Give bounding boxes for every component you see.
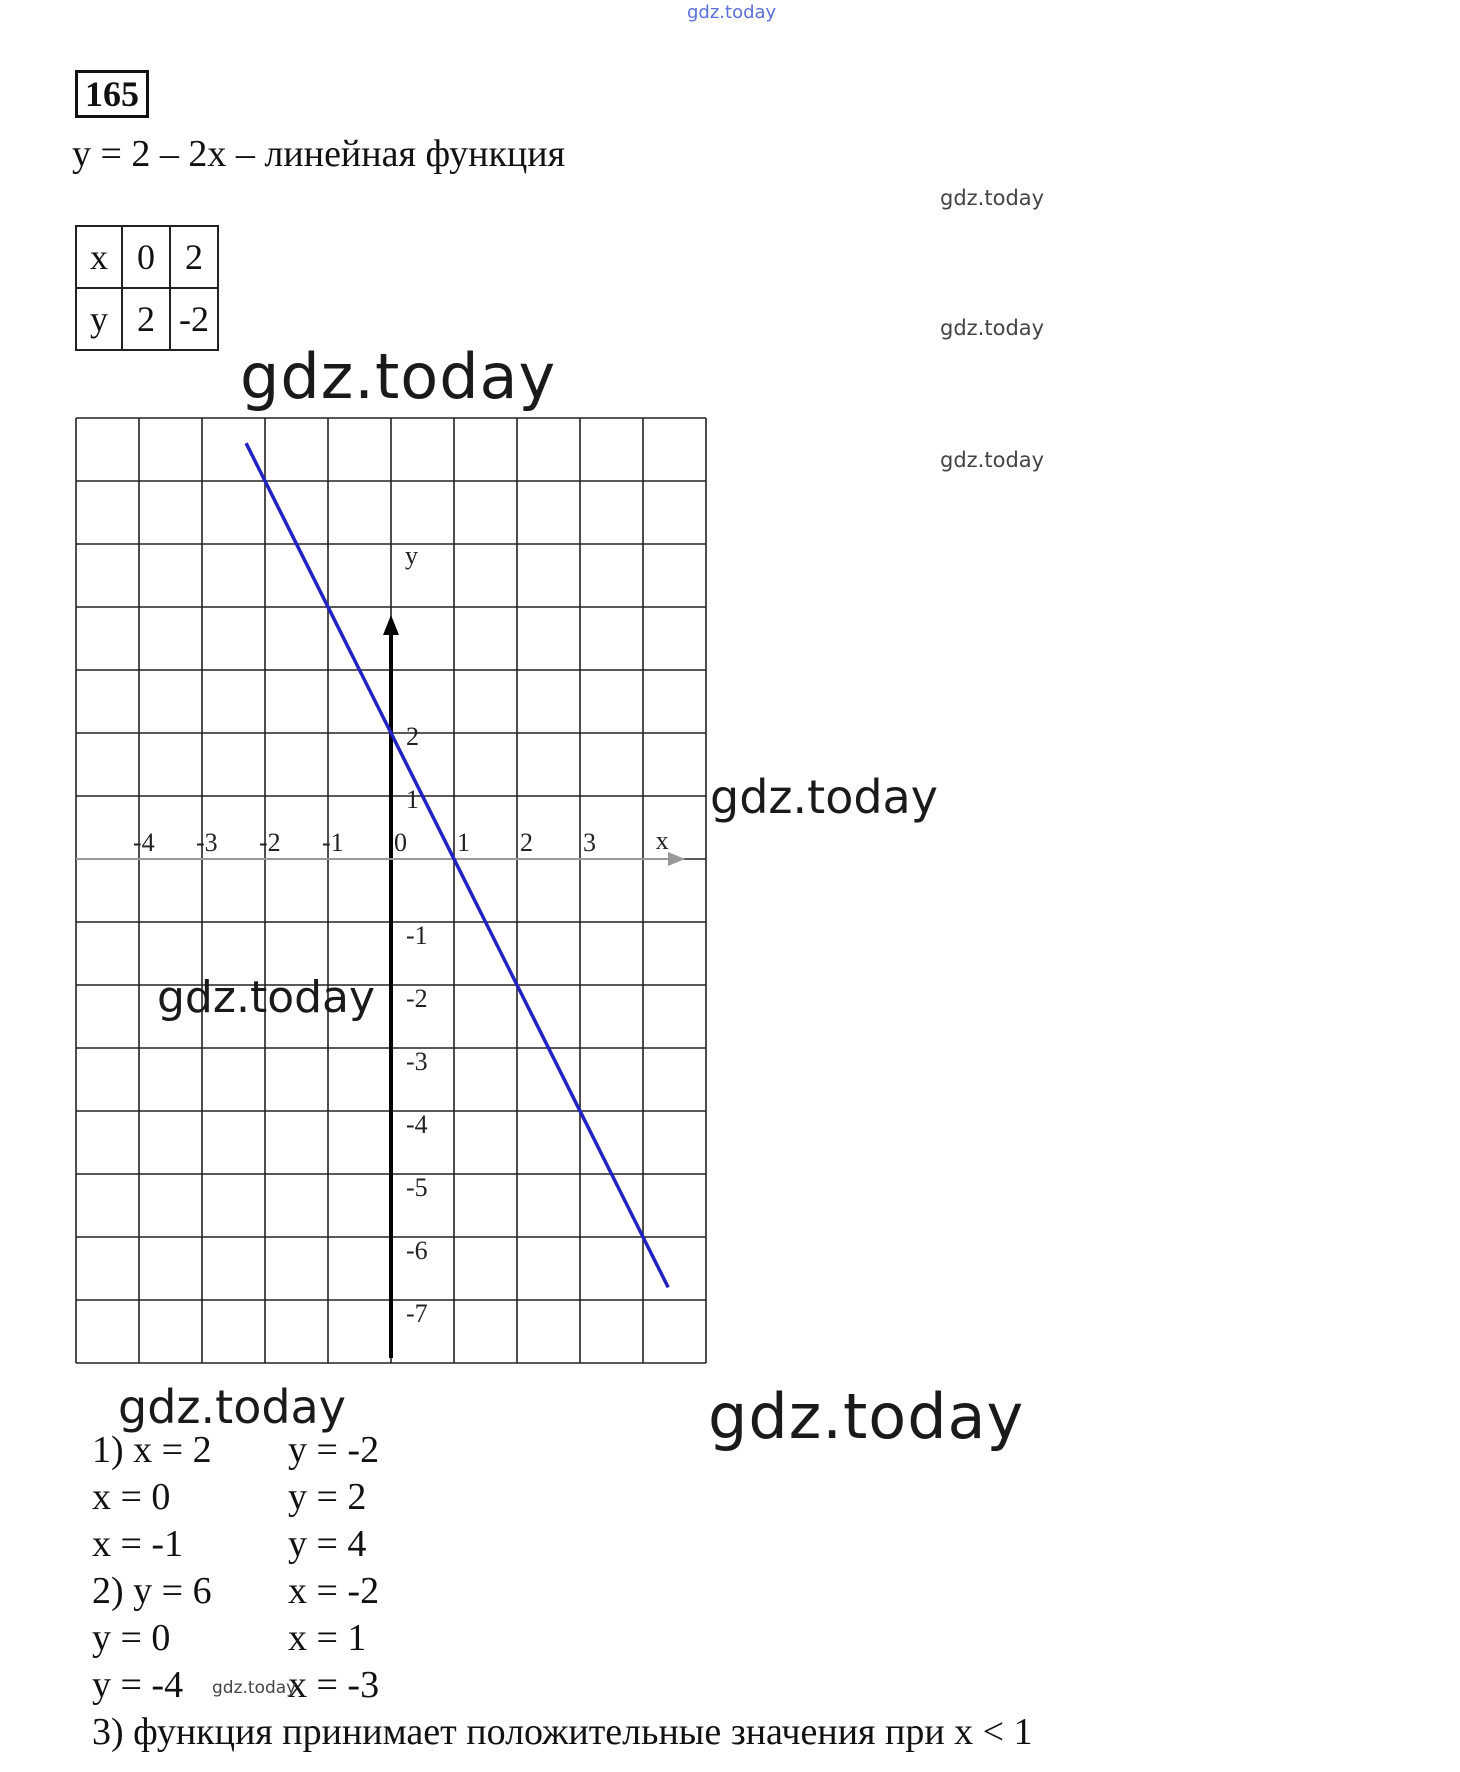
y-tick-label: -6 xyxy=(406,1236,428,1265)
x-tick-label: 3 xyxy=(583,828,596,857)
watermark-small: gdz.today xyxy=(940,448,1045,472)
table-cell: 0 xyxy=(122,226,170,288)
answer-conclusion: 3) функция принимает положительные значения при x < 1 xyxy=(92,1711,1033,1753)
answer-left: y = 0 xyxy=(92,1617,171,1659)
watermark-small: gdz.today xyxy=(940,316,1045,340)
x-tick-label: 0 xyxy=(394,828,407,857)
table-cell: x xyxy=(76,226,122,288)
answer-left: 1) x = 2 xyxy=(92,1429,212,1471)
y-tick-label: 2 xyxy=(406,722,419,751)
y-tick-label: -1 xyxy=(406,921,428,950)
task-heading: y = 2 – 2x – линейная функция xyxy=(72,133,566,175)
task-number: 165 xyxy=(75,70,149,118)
x-tick-label: 2 xyxy=(520,828,533,857)
watermark-large: gdz.today xyxy=(240,340,557,413)
y-tick-label: -2 xyxy=(406,984,428,1013)
answer-left: x = 0 xyxy=(92,1476,171,1518)
y-tick-label: 1 xyxy=(406,785,419,814)
answer-right: x = 1 xyxy=(288,1617,367,1659)
x-tick-label: -4 xyxy=(133,828,155,857)
x-tick-label: -1 xyxy=(322,828,344,857)
x-tick-label: -2 xyxy=(259,828,281,857)
answer-right: y = -2 xyxy=(288,1429,380,1471)
answer-right: y = 4 xyxy=(288,1523,367,1565)
x-tick-label: -3 xyxy=(196,828,218,857)
answer-left: x = -1 xyxy=(92,1523,184,1565)
y-axis-arrow xyxy=(383,615,399,635)
table-cell: 2 xyxy=(170,226,218,288)
y-tick-label: -3 xyxy=(406,1047,428,1076)
answer-right: y = 2 xyxy=(288,1476,367,1518)
watermark-tiny: gdz.today xyxy=(212,1678,297,1698)
watermark-medium: gdz.today xyxy=(710,770,938,824)
table-cell: y xyxy=(76,288,122,350)
answer-left: y = -4 xyxy=(92,1664,184,1706)
watermark-small: gdz.today xyxy=(940,186,1045,210)
x-axis-label: x xyxy=(655,826,669,855)
watermark-top: gdz.today xyxy=(687,2,777,23)
watermark-medium: gdz.today xyxy=(118,1380,346,1434)
x-axis-arrow xyxy=(668,852,685,866)
watermark-large: gdz.today xyxy=(708,1380,1025,1453)
watermark-medium: gdz.today xyxy=(157,972,376,1023)
y-tick-label: -7 xyxy=(406,1299,428,1328)
y-tick-label: -5 xyxy=(406,1173,428,1202)
y-tick-label: -4 xyxy=(406,1110,428,1139)
table-cell: -2 xyxy=(170,288,218,350)
x-tick-label: 1 xyxy=(457,828,470,857)
answer-left: 2) y = 6 xyxy=(92,1570,212,1612)
answer-right: x = -3 xyxy=(288,1664,380,1706)
function-line xyxy=(246,443,668,1287)
y-axis-label: y xyxy=(405,541,418,570)
table-cell: 2 xyxy=(122,288,170,350)
answer-right: x = -2 xyxy=(288,1570,380,1612)
